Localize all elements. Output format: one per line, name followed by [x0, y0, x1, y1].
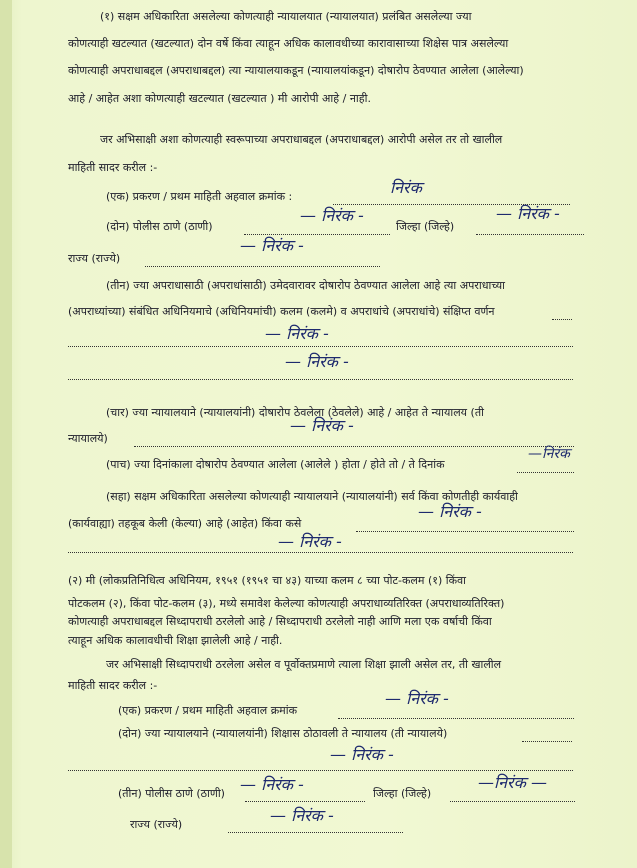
- s1-ek-value[interactable]: निरंक: [390, 178, 422, 197]
- s1-saha-value-1[interactable]: — निरंक -: [418, 502, 482, 521]
- s1-char-line-2: न्यायालये): [68, 432, 108, 445]
- s1-line-4: आहे / आहेत अशा कोणत्याही खटल्यात (खटल्यात ) मी आरोपी आहे / नाही.: [68, 92, 371, 105]
- s1-pach-value[interactable]: —निरंक: [528, 446, 570, 462]
- s1-don-line: [244, 234, 390, 235]
- s2-tin-line: [245, 801, 365, 802]
- s1-intro-2: माहिती सादर करील :-: [68, 161, 158, 174]
- s2-don-line-b: [68, 770, 573, 771]
- s2-ek-value[interactable]: — निरंक -: [385, 689, 449, 708]
- s1-line-2: कोणत्याही खटल्यात (खटल्यात) दोन वर्षे किंवा त्याहून अधिक कालावधीच्या कारावासाच्या शिक्षेस पात्र असलेल्या: [68, 37, 509, 50]
- s1-char-line-1: (चार) ज्या न्यायालयाने (न्यायालयांनी) दोषारोप ठेवलेला (ठेवलेले) आहे / आहेत ते न्यायालय (ती: [106, 406, 484, 419]
- s1-tin-line-b: [68, 379, 573, 380]
- s2-rajya-label: राज्य (राज्ये): [130, 818, 183, 831]
- s2-intro-1: जर अभिसाक्षी सिध्दापराधी ठरलेला असेल व पूर्वोक्तप्रमाणे त्याला शिक्षा झाली असेल तर, ती खालील: [106, 658, 502, 671]
- s1-pach-line: [517, 472, 574, 473]
- s1-tin-line-end: [552, 319, 572, 320]
- s2-line-4: त्याहून अधिक कालावधीची शिक्षा झालेली आहे / नाही.: [68, 634, 283, 647]
- s1-item-don-label: (दोन) पोलीस ठाणे (ठाणी): [106, 220, 213, 233]
- s2-jilha-label: जिल्हा (जिल्हे): [373, 787, 432, 800]
- s1-rajya-label: राज्य (राज्ये): [68, 252, 121, 265]
- s2-item-tin-label: (तीन) पोलीस ठाणे (ठाणी): [118, 787, 225, 800]
- s2-jilha-value[interactable]: —निरंक —: [478, 773, 547, 792]
- s1-rajya-line: [145, 266, 380, 267]
- s1-saha-line-2: (कार्यवाह्या) तहकूब केली (केल्या) आहे (आहेत) किंवा कसे: [68, 517, 302, 530]
- s1-rajya-value[interactable]: — निरंक -: [240, 236, 304, 255]
- s1-jilha-value[interactable]: — निरंक -: [496, 204, 560, 223]
- s2-intro-2: माहिती सादर करील :-: [68, 679, 158, 692]
- s1-char-line: [134, 446, 574, 447]
- s1-tin-line-1: (तीन) ज्या अपराधासाठी (अपराधांसाठी) उमेदवारावर दोषारोप ठेवण्यात आलेला आहे त्या अपराधाच्या: [106, 279, 505, 292]
- s2-rajya-line: [228, 832, 403, 833]
- s2-jilha-line: [450, 801, 575, 802]
- s2-item-don-label: (दोन) ज्या न्यायालयाने (न्यायालयांनी) शिक्षास ठोठावली ते न्यायालय (ती न्यायालये): [118, 727, 448, 740]
- s1-tin-line-2: (अपराध्यांच्या) संबंधित अधिनियमाचे (अधिनियमांची) कलम (कलमे) व अपराधांचे (अपराधांचे) संक्षिप्त वर्णन: [68, 305, 495, 318]
- s1-saha-value-2[interactable]: — निरंक -: [278, 532, 342, 551]
- s1-char-value[interactable]: — निरंक -: [290, 416, 354, 435]
- s2-line-3: कोणत्याही अपराधाबद्दल सिध्दापराधी ठरलेलो आहे / सिध्दापराधी ठरलेलो नाही आणि मला एक वर्षाची किंवा: [68, 615, 492, 628]
- s2-ek-line: [338, 718, 574, 719]
- s1-pach-label: (पाच) ज्या दिनांकाला दोषारोप ठेवण्यात आलेला (आलेले ) होता / होते तो / ते दिनांक: [106, 458, 445, 471]
- s1-item-ek-label: (एक) प्रकरण / प्रथम माहिती अहवाल क्रमांक :: [106, 190, 293, 203]
- s2-tin-value[interactable]: — निरंक -: [240, 775, 304, 794]
- s2-rajya-value[interactable]: — निरंक -: [270, 806, 334, 825]
- s1-line-3: कोणत्याही अपराधाबद्दल (अपराधाबद्दल) त्या न्यायालयाकडून (न्यायालयांकडून) दोषारोप ठेवण्यात आलेला (आलेल्या): [68, 64, 524, 77]
- s1-tin-value-1[interactable]: — निरंक -: [265, 324, 329, 343]
- s1-tin-line-a: [68, 346, 573, 347]
- s1-don-value[interactable]: — निरंक -: [300, 206, 364, 225]
- s1-jilha-line: [476, 234, 584, 235]
- s1-saha-line: [356, 531, 574, 532]
- s1-intro-1: जर अभिसाक्षी अशा कोणत्याही स्वरूपाच्या अपराधाबद्दल (अपराधाबद्दल) आरोपी असेल तर तो खालील: [100, 133, 503, 146]
- s2-don-value[interactable]: — निरंक -: [330, 745, 394, 764]
- s2-line-1: (२) मी (लोकप्रतिनिधित्व अधिनियम, १९५१ (१९५१ चा ४३) याच्या कलम ८ च्या पोट-कलम (१) किंवा: [68, 574, 467, 587]
- s1-tin-value-2[interactable]: — निरंक -: [285, 352, 349, 371]
- s2-line-2: पोटकलम (२), किंवा पोट-कलम (३), मध्ये समावेश केलेल्या कोणत्याही अपराधाव्यतिरिक्त (अपराधाव्यतिरिक्त): [68, 597, 505, 610]
- page-edge: [0, 0, 12, 868]
- s1-line-1: (१) सक्षम अधिकारिता असलेल्या कोणत्याही न्यायालयात (न्यायालयात) प्रलंबित असलेल्या ज्या: [100, 10, 472, 23]
- s1-saha-line-b: [68, 552, 573, 553]
- s1-saha-line-1: (सहा) सक्षम अधिकारिता असलेल्या कोणत्याही न्यायालयाने (न्यायालयांनी) सर्व किंवा कोणतीही कार्यवाही: [106, 490, 518, 503]
- s1-jilha-label: जिल्हा (जिल्हे): [396, 220, 455, 233]
- s2-don-line: [522, 741, 572, 742]
- s2-item-ek-label: (एक) प्रकरण / प्रथम माहिती अहवाल क्रमांक: [118, 704, 298, 717]
